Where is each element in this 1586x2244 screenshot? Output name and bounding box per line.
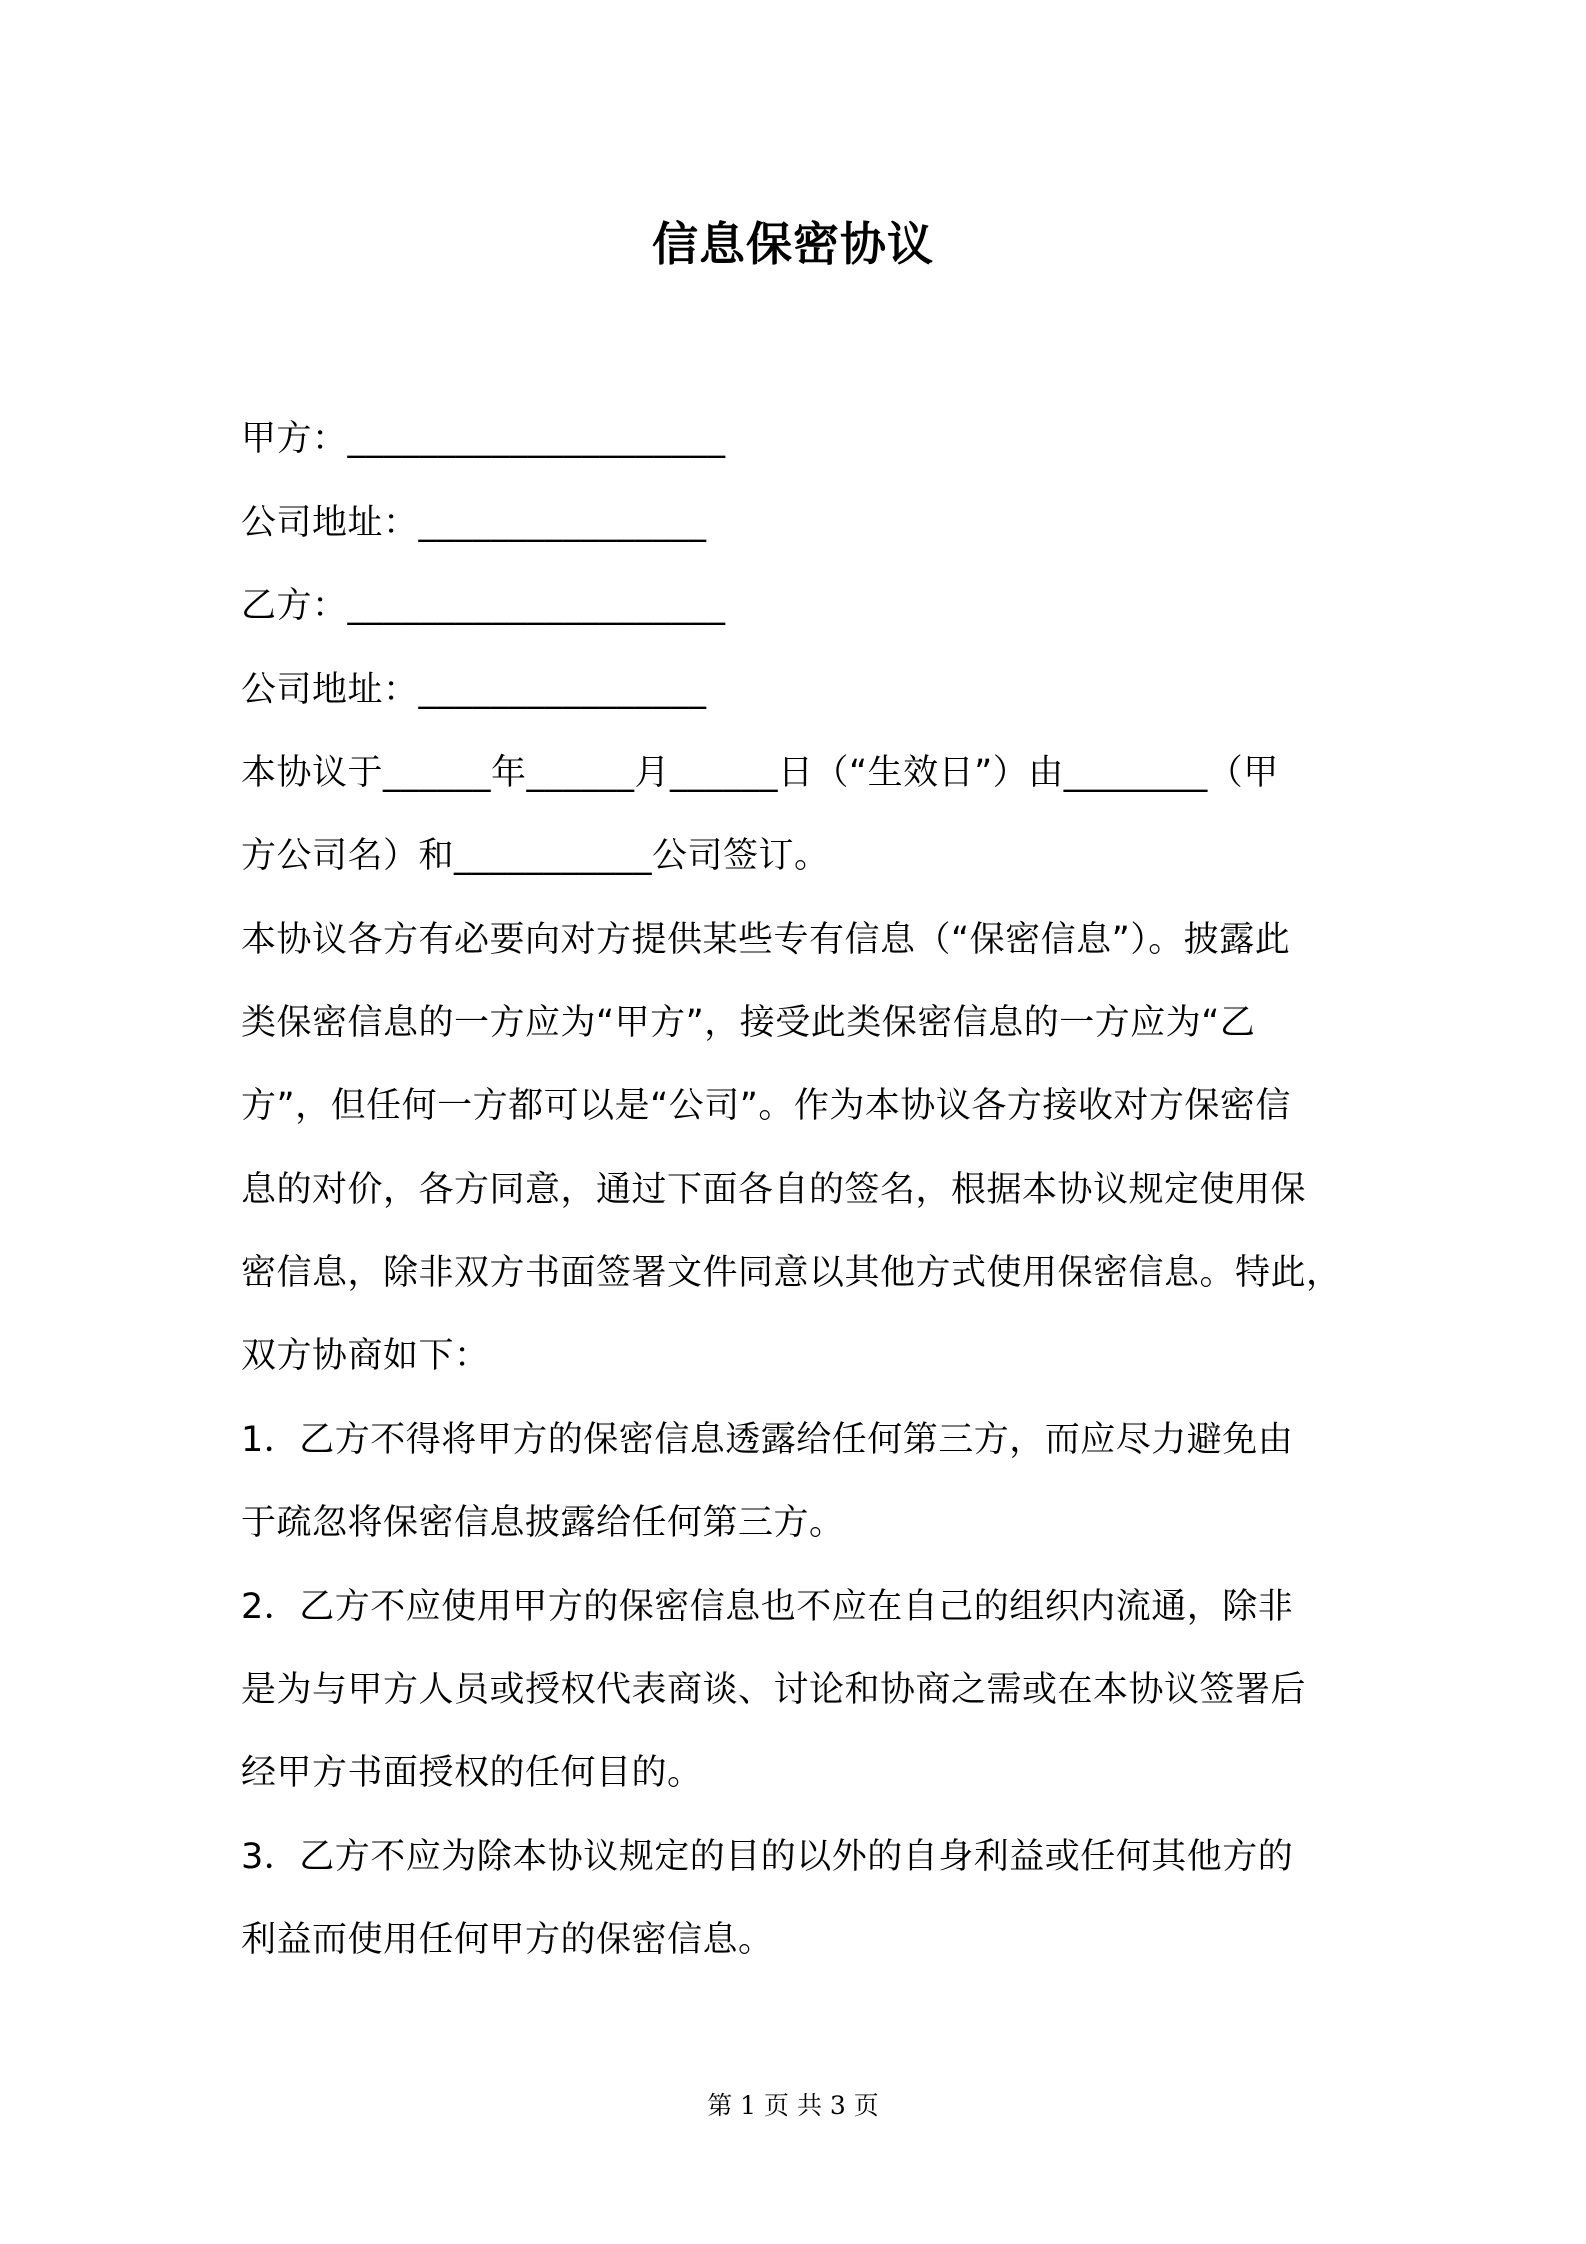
party-a-line: 甲方：_____________________ [241, 419, 726, 459]
party-b-address-line: 公司地址：________________ [241, 670, 707, 710]
party-b-line: 乙方：_____________________ [241, 586, 726, 626]
paragraph-line: 类保密信息的一方应为“甲方”，接受此类保密信息的一方应为“乙 [241, 1003, 1256, 1043]
paragraph-line: 本协议各方有必要向对方提供某些专有信息（“保密信息”）。披露此 [241, 920, 1291, 960]
clause-2-line: 2．乙方不应使用甲方的保密信息也不应在自己的组织内流通，除非 [241, 1587, 1294, 1627]
party-a-address-line: 公司地址：________________ [241, 503, 707, 543]
clause-1-line: 1．乙方不得将甲方的保密信息透露给任何第三方，而应尽力避免由 [241, 1420, 1294, 1460]
clause-2-line: 经甲方书面授权的任何目的。 [241, 1753, 703, 1793]
clause-3-line: 3．乙方不应为除本协议规定的目的以外的自身利益或任何其他方的 [241, 1837, 1294, 1877]
agreement-date-line: 本协议于______年______月______日（“生效日”）由________（甲 [241, 753, 1279, 793]
agreement-date-line: 方公司名）和___________公司签订。 [241, 836, 830, 876]
paragraph-line: 方”，但任何一方都可以是“公司”。作为本协议各方接收对方保密信 [241, 1086, 1291, 1126]
clause-2-line: 是为与甲方人员或授权代表商谈、讨论和协商之需或在本协议签署后 [241, 1670, 1307, 1710]
paragraph-line: 密信息，除非双方书面签署文件同意以其他方式使用保密信息。特此， [241, 1253, 1342, 1293]
clause-3-line: 利益而使用任何甲方的保密信息。 [241, 1920, 774, 1960]
paragraph-line: 双方协商如下： [241, 1336, 490, 1376]
paragraph-line: 息的对价，各方同意，通过下面各自的签名，根据本协议规定使用保 [241, 1170, 1307, 1210]
clause-1-line: 于疏忽将保密信息披露给任何第三方。 [241, 1503, 845, 1543]
document-title: 信息保密协议 [652, 217, 934, 271]
page-number-footer: 第 1 页 共 3 页 [707, 2091, 879, 2120]
